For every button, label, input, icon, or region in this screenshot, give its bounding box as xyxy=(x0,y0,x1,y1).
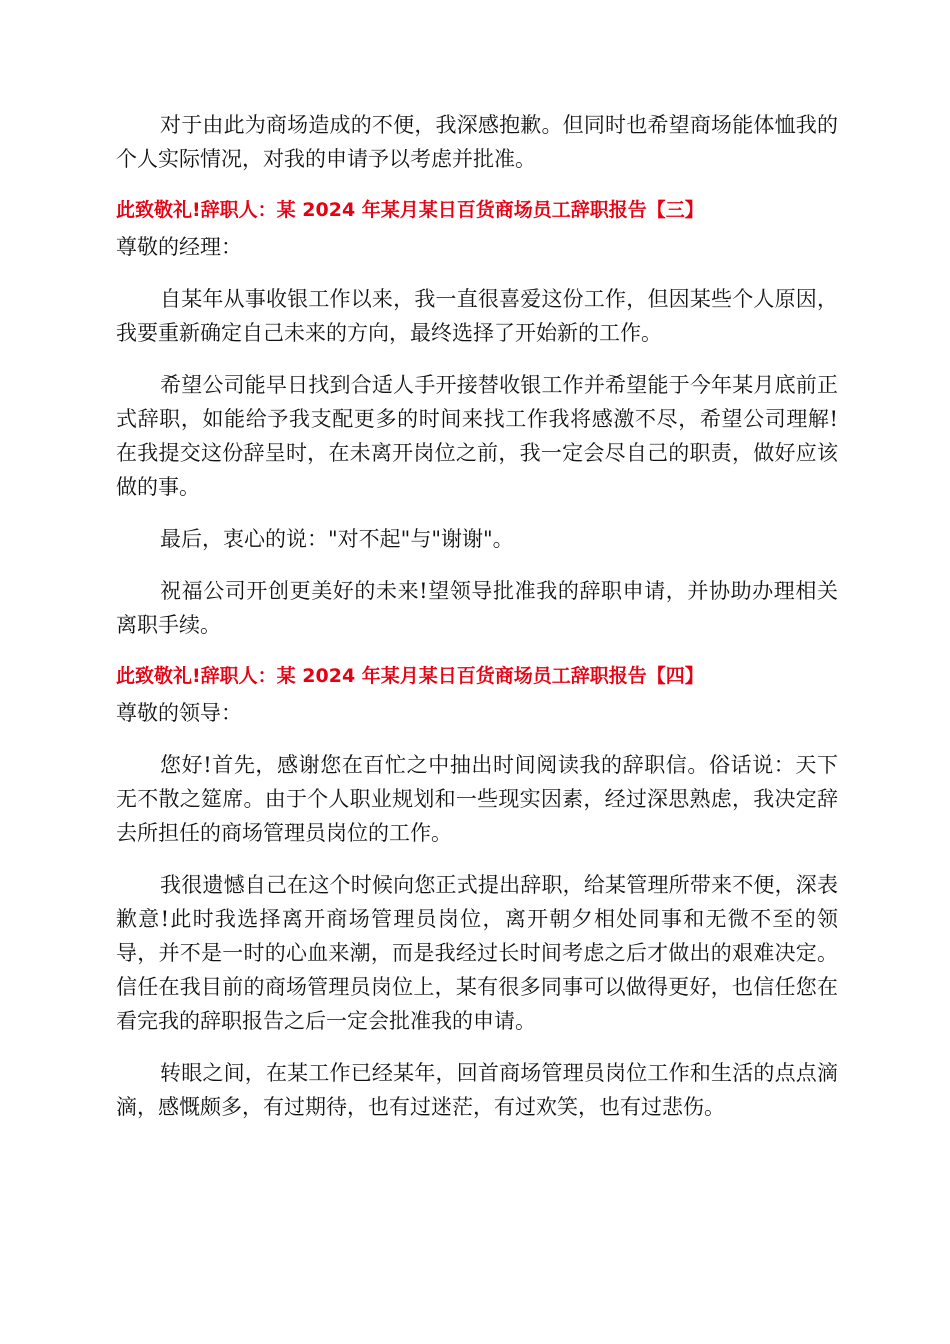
paragraph-4-3: 转眼之间，在某工作已经某年，回首商场管理员岗位工作和生活的点点滴滴，感慨颇多，有过期待，也有过迷茫，有过欢笑，也有过悲伤。 xyxy=(116,1061,838,1119)
paragraph-3-2: 希望公司能早日找到合适人手开接替收银工作并希望能于今年某月底前正式辞职，如能给予我支配更多的时间来找工作我将感激不尽，希望公司理解!在我提交这份辞呈时，在未离开岗位之前，我一定会尽自己的职责，做好应该做的事。 xyxy=(116,373,838,499)
paragraph-4-1: 您好!首先，感谢您在百忙之中抽出时间阅读我的辞职信。俗话说：天下无不散之筵席。由于个人职业规划和一些现实因素，经过深思熟虑，我决定辞去所担任的商场管理员岗位的工作。 xyxy=(116,753,838,845)
section-heading-4: 此致敬礼!辞职人：某 2024 年某月某日百货商场员工辞职报告【四】 xyxy=(116,665,704,687)
paragraph-intro: 对于由此为商场造成的不便，我深感抱歉。但同时也希望商场能体恤我的个人实际情况，对我的申请予以考虑并批准。 xyxy=(116,113,838,171)
paragraph-3-3: 最后，衷心的说："对不起"与"谢谢"。 xyxy=(160,527,514,551)
document-page xyxy=(116,108,838,1142)
paragraph-4-2: 我很遗憾自己在这个时候向您正式提出辞职，给某管理所带来不便，深表歉意!此时我选择离开商场管理员岗位，离开朝夕相处同事和无微不至的领导，并不是一时的心血来潮，而是我经过长时间考虑之后才做出的艰难决定。信任在我目前的商场管理员岗位上，某有很多同事可以做得更好，也信任您在看完我的辞职报告之后一定会批准我的申请。 xyxy=(116,873,838,1033)
salutation-3: 尊敬的经理： xyxy=(116,235,242,259)
paragraph-3-4: 祝福公司开创更美好的未来!望领导批准我的辞职申请，并协助办理相关离职手续。 xyxy=(116,579,838,637)
section-heading-3: 此致敬礼!辞职人：某 2024 年某月某日百货商场员工辞职报告【三】 xyxy=(116,199,704,221)
salutation-4: 尊敬的领导： xyxy=(116,701,242,725)
paragraph-3-1: 自某年从事收银工作以来，我一直很喜爱这份工作，但因某些个人原因，我要重新确定自己未来的方向，最终选择了开始新的工作。 xyxy=(116,287,838,345)
